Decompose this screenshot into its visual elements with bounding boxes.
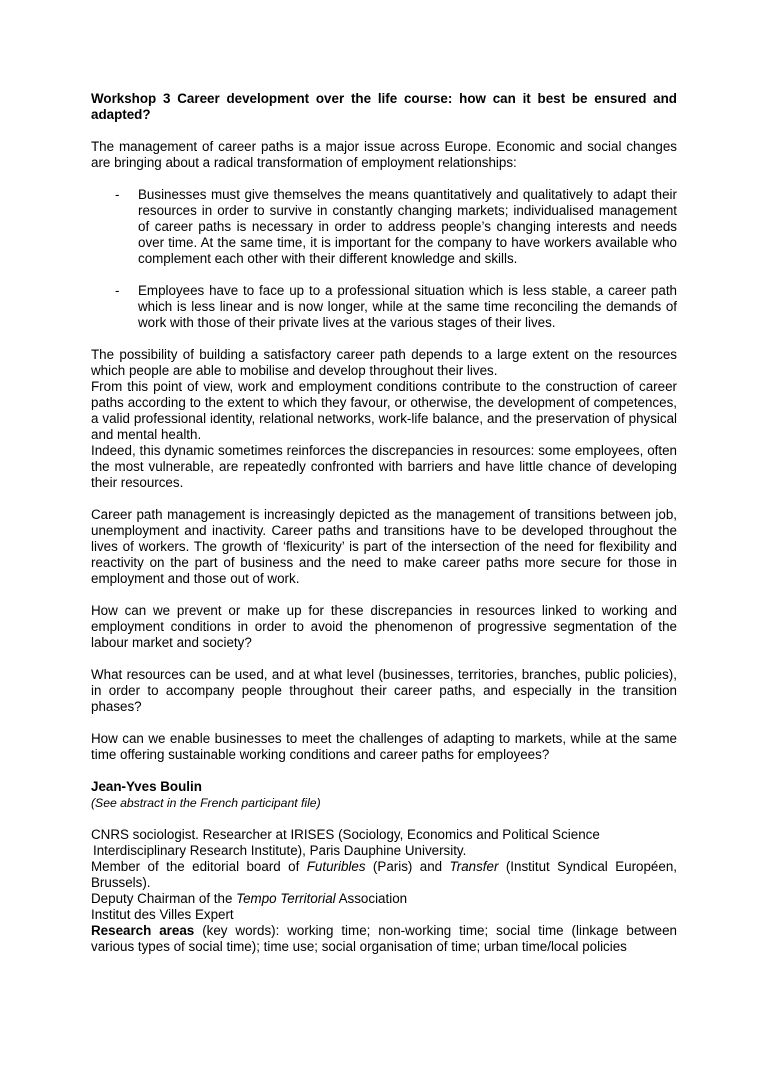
institute-expert-line: Institut des Villes Expert — [91, 907, 234, 922]
journal-transfer: Transfer — [449, 859, 499, 874]
bullet-text: Employees have to face up to a professional situation which is less stable, a career path which is less linear and is now longer, while at the same time reconciling the demands of work with those of their private lives at the various stages of their lives. — [138, 283, 677, 330]
research-areas-text: (key words): working time; non-working time; social time (linkage between various types of social time); time use; social organisation of time; urban time/local policies — [91, 923, 677, 954]
possibility-paragraph: The possibility of building a satisfactory career path depends to a large extent on the resources which people are able to mobilise and develop throughout their lives. — [91, 347, 677, 378]
board-suffix: (Institut Syndical Européen, Brussels). — [91, 859, 677, 890]
viewpoint-paragraph: From this point of view, work and employment conditions contribute to the construction of career paths according to the extent to which they favour, or otherwise, the development of competences, a valid professional identity, relational networks, work-life balance, and the preservation of physical and mental health. — [91, 379, 677, 442]
bio-line-2: Interdisciplinary Research Institute), Paris Dauphine University. — [93, 843, 467, 858]
management-paragraph: Career path management is increasingly depicted as the management of transitions between job, unemployment and inactivity. Career paths and transitions have to be developed throughout the lives of workers. The growth of ‘flexicurity’ is part of the intersection of the need for flexibility and reactivity on the part of business and the need to make career paths more secure for those in employment and those out of work. — [91, 507, 677, 586]
bullet-item-employees — [91, 283, 677, 331]
deputy-prefix: Deputy Chairman of the — [91, 891, 237, 906]
journal-futuribles: Futuribles — [306, 859, 366, 874]
deputy-chairman-line — [91, 891, 677, 907]
bullet-dash: - — [115, 187, 120, 202]
deputy-suffix: Association — [335, 891, 408, 906]
question-paragraph-2: What resources can be used, and at what level (businesses, territories, branches, public policies), in order to accompany people throughout their career paths, and especially in the transition phases? — [91, 667, 677, 714]
research-areas-label: Research areas — [91, 923, 195, 938]
abstract-note: (See abstract in the French participant file) — [91, 796, 321, 810]
association-name: Tempo Territorial — [236, 891, 336, 906]
question-paragraph-3: How can we enable businesses to meet the challenges of adapting to markets, while at the same time offering sustainable working conditions and career paths for employees? — [91, 731, 677, 762]
bullet-text: Businesses must give themselves the means quantitatively and qualitatively to adapt their resources in order to survive in constantly changing markets; individualised management of career paths is necessary in order to address people’s changing interests and needs over time. At the same time, it is important for the company to have workers available who complement each other with their different knowledge and skills. — [138, 187, 677, 266]
bullet-list — [91, 187, 677, 331]
document-content — [91, 91, 677, 955]
board-mid: (Paris) and — [365, 859, 450, 874]
research-areas-line — [91, 923, 677, 955]
speaker-name: Jean-Yves Boulin — [91, 779, 202, 794]
bullet-dash: - — [115, 283, 120, 298]
bullet-item-businesses — [91, 187, 677, 267]
question-paragraph-1: How can we prevent or make up for these discrepancies in resources linked to working and employment conditions in order to avoid the phenomenon of progressive segmentation of the labour market and society? — [91, 603, 677, 650]
workshop-title: Workshop 3 Career development over the life course: how can it best be ensured and adapted? — [91, 91, 677, 122]
editorial-board-line — [91, 859, 677, 891]
board-prefix: Member of the editorial board of — [91, 859, 307, 874]
bio-line-1: CNRS sociologist. Researcher at IRISES (Sociology, Economics and Political Science — [91, 827, 600, 842]
indeed-paragraph: Indeed, this dynamic sometimes reinforces the discrepancies in resources: some employees, often the most vulnerable, are repeatedly confronted with barriers and have little chance of developing their resources. — [91, 443, 677, 490]
intro-paragraph: The management of career paths is a major issue across Europe. Economic and social changes are bringing about a radical transformation of employment relationships: — [91, 139, 677, 170]
